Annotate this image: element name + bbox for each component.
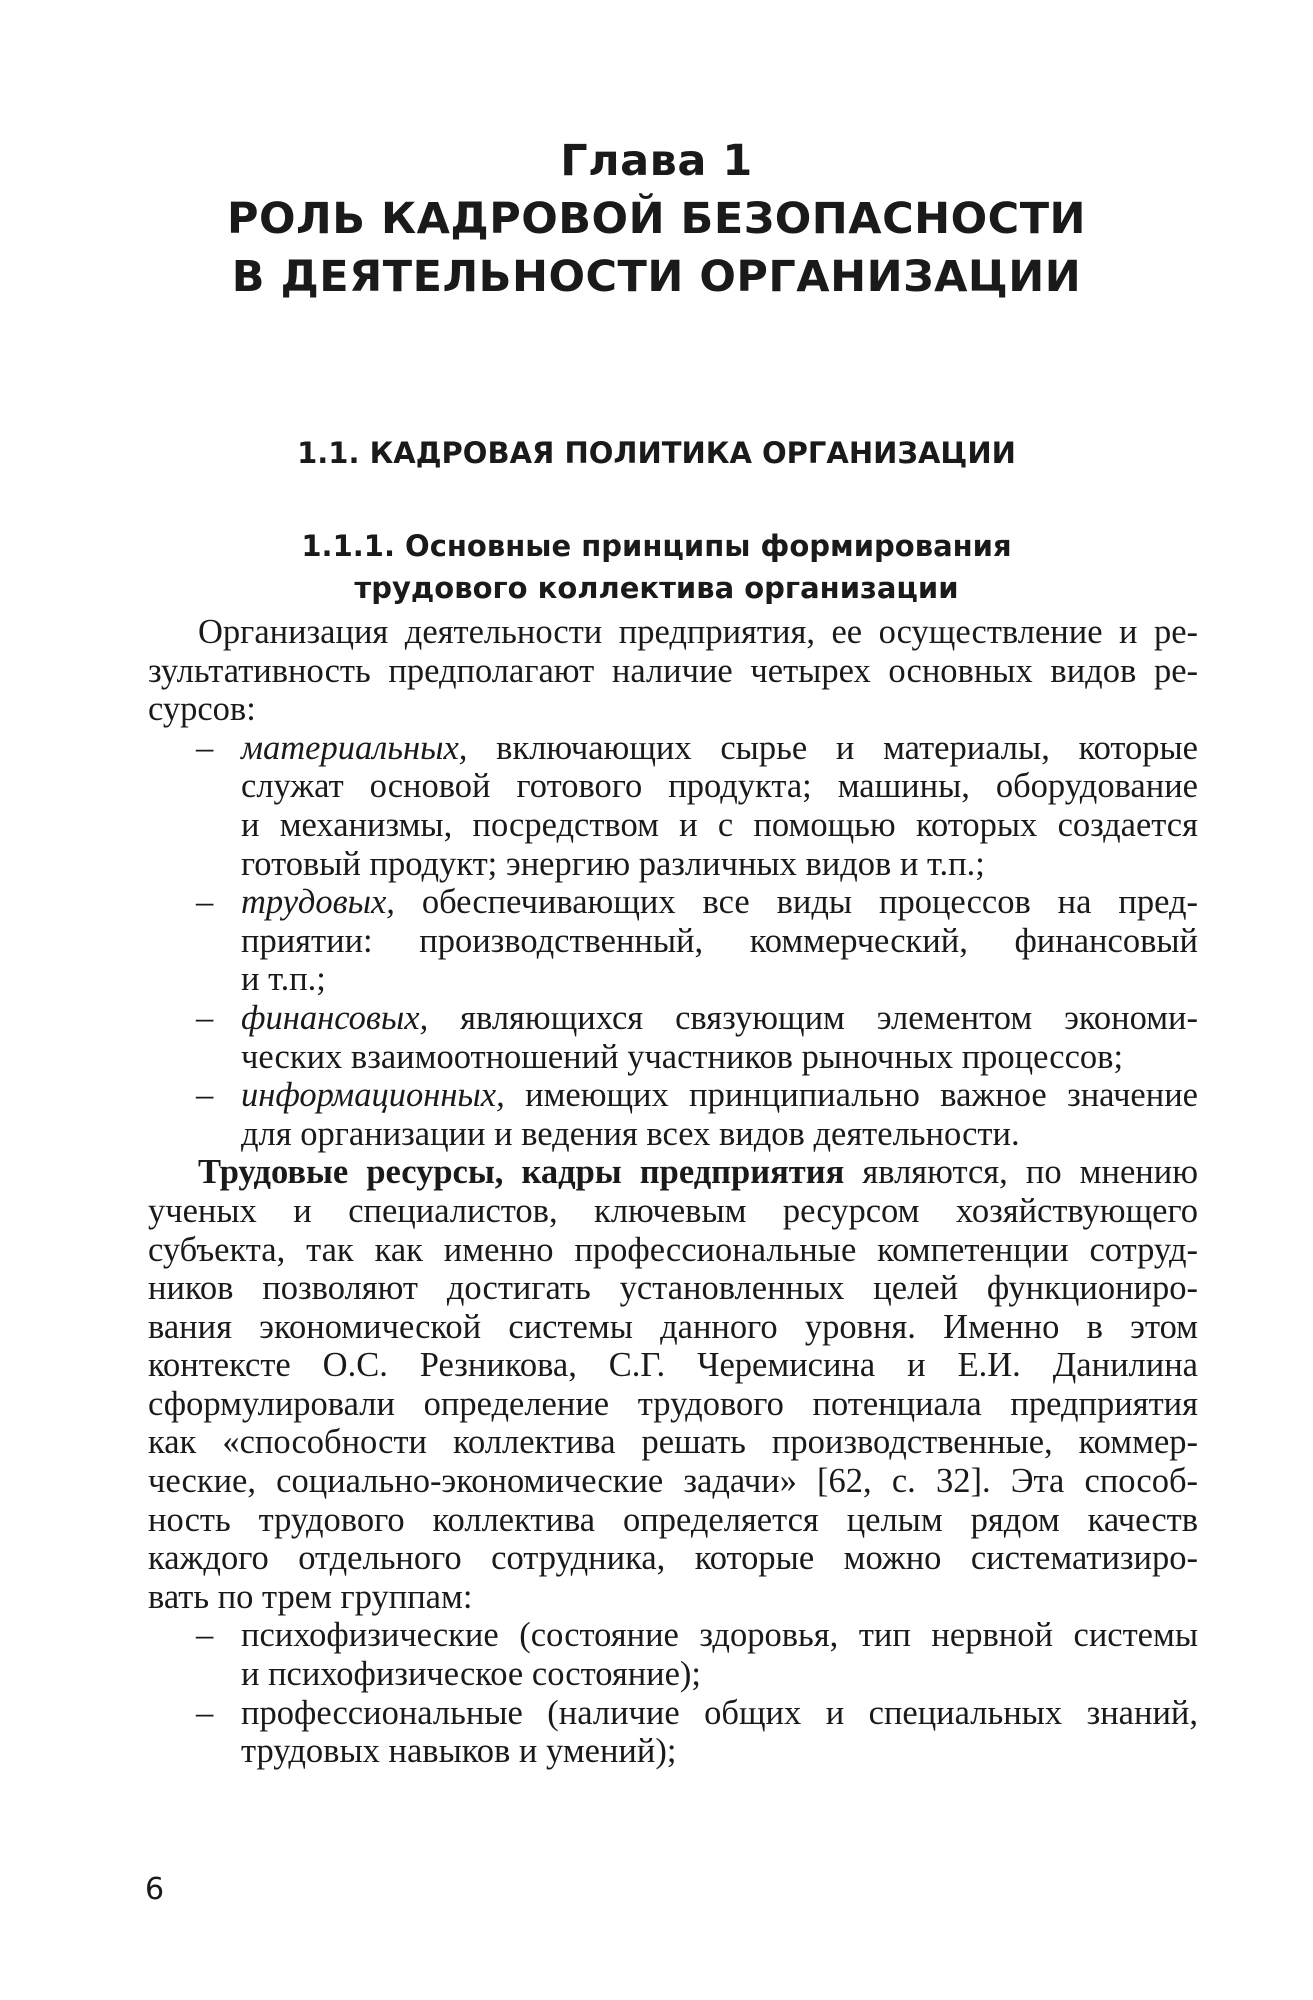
paragraph-2-line: как «способности коллектива решать производственные, коммер- [148, 1423, 1198, 1462]
resource-term: финансовых, [241, 998, 429, 1037]
paragraph-2-line: ников позволяют достигать установленных целей функциониро- [148, 1269, 1198, 1308]
paragraph-2-line: вания экономической системы данного уровня. Именно в этом [148, 1307, 1198, 1346]
paragraph-2-line: ческие, социально-экономические задачи» [62, с. 32]. Эта способ- [148, 1462, 1198, 1501]
list-dash: – [196, 728, 214, 767]
resource-item-line: и механизмы, посредством и с помощью которых создается [241, 805, 1198, 844]
paragraph-1-line: зультативность предполагают наличие четырех основных видов ре- [148, 651, 1198, 690]
paragraph-2-line: контексте О.С. Резникова, С.Г. Черемисина и Е.И. Данилина [148, 1346, 1198, 1385]
list-dash: – [196, 883, 214, 922]
paragraph-1-line: сурсов: [148, 690, 256, 729]
quality-item-professional: – профессиональные (наличие общих и специальных знаний, [196, 1693, 1198, 1732]
list-dash: – [196, 1693, 214, 1732]
subsection-title-line-1: 1.1.1. Основные принципы формирования [301, 529, 1012, 563]
paragraph-2-line: субъекта, так как именно профессиональные компетенции сотруд- [148, 1230, 1198, 1269]
list-dash: – [196, 1076, 214, 1115]
page-number: 6 [145, 1872, 165, 1907]
chapter-heading [0, 132, 1313, 306]
paragraph-2-line: ность трудового коллектива определяется целым рядом качеств [148, 1500, 1198, 1539]
paragraph-2-line: Трудовые ресурсы, кадры предприятия являются, по мнению [198, 1153, 1198, 1192]
subsection-heading [0, 525, 1313, 609]
resource-term: информационных, [241, 1076, 505, 1115]
resource-item-materials: – материальных, включающих сырье и материалы, которые [196, 728, 1198, 767]
resource-item-labor: – трудовых, обеспечивающих все виды процессов на пред- [196, 883, 1198, 922]
resource-item-financial: – финансовых, являющихся связующим элементом экономи- [196, 998, 1198, 1037]
subsection-title-line-2: трудового коллектива организации [354, 571, 959, 605]
bold-lead: Трудовые ресурсы, кадры предприятия [198, 1153, 845, 1192]
paragraph-2-line: сформулировали определение трудового потенциала предприятия [148, 1384, 1198, 1423]
resource-item-information: – информационных, имеющих принципиально важное значение [196, 1076, 1198, 1115]
list-dash: – [196, 1616, 214, 1655]
resource-item-line: служат основой готового продукта; машины, оборудование [241, 767, 1198, 806]
body-text [148, 613, 1198, 1771]
chapter-title-line-2: В ДЕЯТЕЛЬНОСТИ ОРГАНИЗАЦИИ [231, 252, 1082, 302]
resource-item-line: готовый продукт; энергию различных видов и т.п.; [241, 844, 985, 883]
resource-item-line: для организации и ведения всех видов деятельности. [241, 1114, 1020, 1153]
chapter-label: Глава 1 [560, 136, 753, 186]
resource-term: материальных, [241, 728, 468, 767]
paragraph-1-line: Организация деятельности предприятия, ее осуществление и ре- [198, 613, 1198, 651]
resource-item-line: ческих взаимоотношений участников рыночных процессов; [241, 1037, 1124, 1076]
quality-item-line: трудовых навыков и умений); [241, 1732, 677, 1771]
paragraph-2-line: каждого отдельного сотрудника, которые можно систематизиро- [148, 1539, 1198, 1578]
section-heading: 1.1. КАДРОВАЯ ПОЛИТИКА ОРГАНИЗАЦИИ [297, 436, 1016, 470]
resource-term: трудовых, [241, 883, 395, 922]
paragraph-2-line: ученых и специалистов, ключевым ресурсом хозяйствующего [148, 1191, 1198, 1230]
chapter-title-line-1: РОЛЬ КАДРОВОЙ БЕЗОПАСНОСТИ [226, 194, 1087, 244]
list-dash: – [196, 998, 214, 1037]
paragraph-2-line: вать по трем группам: [148, 1577, 473, 1616]
quality-item-psychophysical: – психофизические (состояние здоровья, тип нервной системы [196, 1616, 1198, 1655]
resource-item-line: и т.п.; [241, 960, 326, 999]
quality-item-line: и психофизическое состояние); [241, 1655, 702, 1694]
resource-item-line: приятии: производственный, коммерческий, финансовый [241, 921, 1198, 960]
